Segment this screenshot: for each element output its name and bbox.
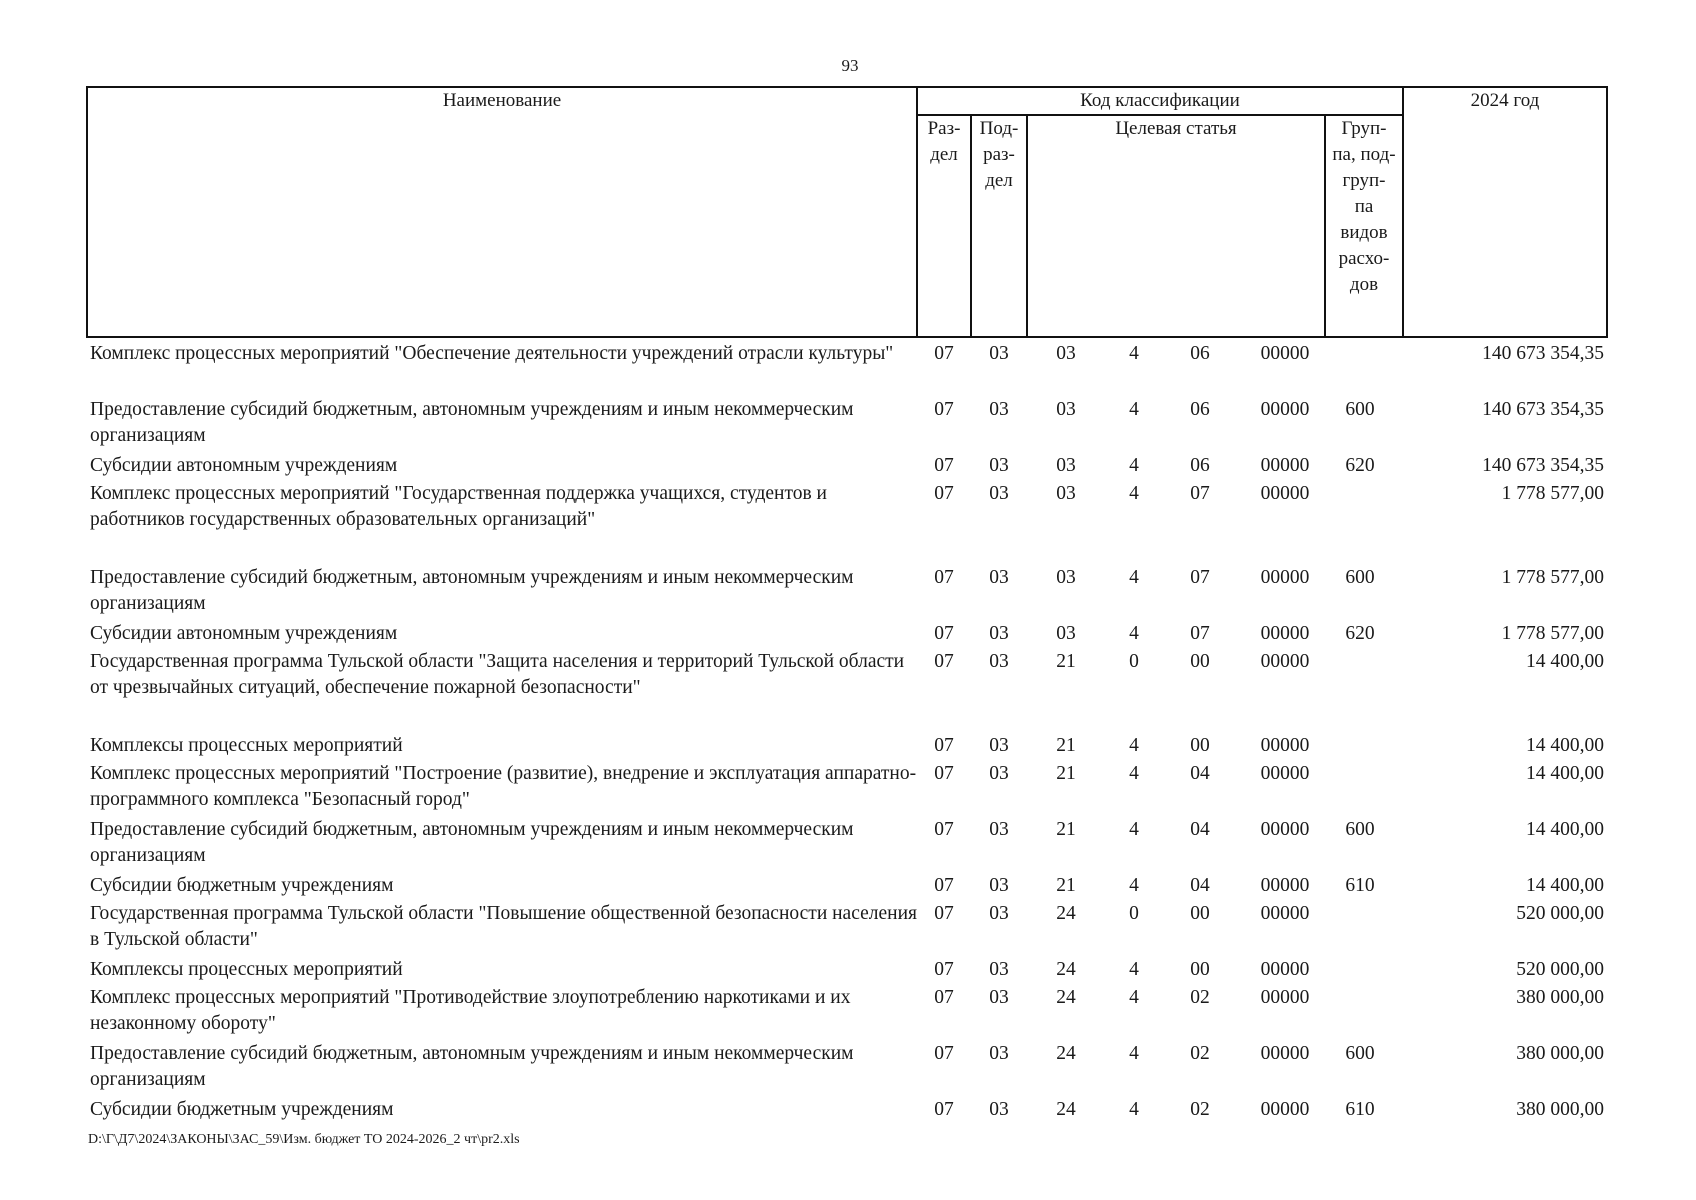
row-name: Предоставление субсидий бюджетным, автономным учреждениям и иным некоммерческим организациям — [90, 399, 854, 446]
row-podrazdel: 03 — [989, 987, 1009, 1008]
row-amount: 520 000,00 — [1516, 959, 1604, 980]
header-group: Груп- па, под- груп- па видов расхо- дов — [1332, 118, 1396, 295]
row-number: 00000 — [1260, 763, 1310, 784]
row-type: 4 — [1129, 455, 1139, 476]
row-subprogram: 02 — [1190, 1043, 1210, 1064]
row-group: 600 — [1345, 567, 1375, 588]
row-amount: 380 000,00 — [1516, 987, 1604, 1008]
row-type: 4 — [1129, 399, 1139, 420]
row-razdel: 07 — [934, 399, 954, 420]
row-name: Комплекс процессных мероприятий "Государственная поддержка учащихся, студентов и работников государственных образовательных организаций" — [90, 483, 827, 530]
row-program: 24 — [1056, 1099, 1076, 1120]
row-group: 600 — [1345, 1043, 1375, 1064]
row-program: 03 — [1056, 483, 1076, 504]
row-subprogram: 07 — [1190, 623, 1210, 644]
row-program: 24 — [1056, 1043, 1076, 1064]
row-subprogram: 06 — [1190, 343, 1210, 364]
row-podrazdel: 03 — [989, 735, 1009, 756]
row-name: Государственная программа Тульской области "Повышение общественной безопасности населения в Тульской области" — [90, 903, 917, 950]
row-type: 4 — [1129, 763, 1139, 784]
row-name: Предоставление субсидий бюджетным, автономным учреждениям и иным некоммерческим организациям — [90, 819, 854, 866]
row-name: Субсидии бюджетным учреждениям — [90, 875, 394, 896]
row-amount: 1 778 577,00 — [1501, 483, 1604, 504]
row-razdel: 07 — [934, 567, 954, 588]
row-amount: 140 673 354,35 — [1482, 399, 1604, 420]
header-podrazdel: Под- раз- дел — [979, 118, 1019, 191]
row-subprogram: 07 — [1190, 483, 1210, 504]
header-divider — [1026, 116, 1028, 338]
row-razdel: 07 — [934, 1099, 954, 1120]
row-podrazdel: 03 — [989, 343, 1009, 364]
row-program: 03 — [1056, 399, 1076, 420]
row-type: 4 — [1129, 875, 1139, 896]
row-type: 0 — [1129, 651, 1139, 672]
row-type: 4 — [1129, 735, 1139, 756]
row-type: 4 — [1129, 483, 1139, 504]
table-header — [86, 86, 1608, 338]
row-program: 03 — [1056, 343, 1076, 364]
row-subprogram: 02 — [1190, 1099, 1210, 1120]
row-podrazdel: 03 — [989, 455, 1009, 476]
header-name: Наименование — [442, 90, 562, 111]
row-amount: 1 778 577,00 — [1501, 623, 1604, 644]
row-group: 600 — [1345, 819, 1375, 840]
row-amount: 14 400,00 — [1526, 735, 1604, 756]
row-number: 00000 — [1260, 1099, 1310, 1120]
row-subprogram: 04 — [1190, 875, 1210, 896]
row-type: 4 — [1129, 819, 1139, 840]
row-type: 4 — [1129, 623, 1139, 644]
row-number: 00000 — [1260, 651, 1310, 672]
row-name: Комплекс процессных мероприятий "Построение (развитие), внедрение и эксплуатация аппаратно-программного комплекса "Безопасный город" — [90, 763, 917, 810]
row-razdel: 07 — [934, 483, 954, 504]
row-subprogram: 06 — [1190, 399, 1210, 420]
row-razdel: 07 — [934, 987, 954, 1008]
row-type: 4 — [1129, 1043, 1139, 1064]
row-podrazdel: 03 — [989, 1099, 1009, 1120]
row-type: 4 — [1129, 343, 1139, 364]
row-razdel: 07 — [934, 875, 954, 896]
row-razdel: 07 — [934, 819, 954, 840]
row-podrazdel: 03 — [989, 875, 1009, 896]
row-podrazdel: 03 — [989, 567, 1009, 588]
row-group: 610 — [1345, 875, 1375, 896]
row-name: Государственная программа Тульской области "Защита населения и территорий Тульской области от чрезвычайных ситуаций, обеспечение пожарной безопасности" — [90, 651, 905, 698]
row-program: 24 — [1056, 903, 1076, 924]
row-subprogram: 06 — [1190, 455, 1210, 476]
row-razdel: 07 — [934, 651, 954, 672]
row-program: 21 — [1056, 651, 1076, 672]
row-name: Субсидии автономным учреждениям — [90, 455, 398, 476]
row-razdel: 07 — [934, 735, 954, 756]
row-type: 4 — [1129, 987, 1139, 1008]
row-podrazdel: 03 — [989, 959, 1009, 980]
row-group: 620 — [1345, 623, 1375, 644]
row-type: 4 — [1129, 1099, 1139, 1120]
row-amount: 14 400,00 — [1526, 651, 1604, 672]
row-subprogram: 00 — [1190, 735, 1210, 756]
row-podrazdel: 03 — [989, 763, 1009, 784]
row-amount: 380 000,00 — [1516, 1099, 1604, 1120]
row-program: 24 — [1056, 987, 1076, 1008]
row-podrazdel: 03 — [989, 483, 1009, 504]
row-type: 4 — [1129, 959, 1139, 980]
row-name: Комплекс процессных мероприятий "Противодействие злоупотреблению наркотиками и их незаконному обороту" — [90, 987, 851, 1034]
row-name: Комплексы процессных мероприятий — [90, 959, 403, 980]
row-group: 610 — [1345, 1099, 1375, 1120]
row-name: Предоставление субсидий бюджетным, автономным учреждениям и иным некоммерческим организациям — [90, 1043, 854, 1090]
row-subprogram: 00 — [1190, 651, 1210, 672]
row-subprogram: 04 — [1190, 819, 1210, 840]
row-number: 00000 — [1260, 623, 1310, 644]
row-name: Предоставление субсидий бюджетным, автономным учреждениям и иным некоммерческим организациям — [90, 567, 854, 614]
row-number: 00000 — [1260, 399, 1310, 420]
row-razdel: 07 — [934, 1043, 954, 1064]
row-podrazdel: 03 — [989, 399, 1009, 420]
row-subprogram: 04 — [1190, 763, 1210, 784]
row-number: 00000 — [1260, 343, 1310, 364]
row-program: 24 — [1056, 959, 1076, 980]
row-type: 4 — [1129, 567, 1139, 588]
row-number: 00000 — [1260, 483, 1310, 504]
header-divider — [1402, 88, 1404, 338]
row-program: 03 — [1056, 623, 1076, 644]
row-group: 600 — [1345, 399, 1375, 420]
row-razdel: 07 — [934, 455, 954, 476]
row-number: 00000 — [1260, 1043, 1310, 1064]
row-amount: 140 673 354,35 — [1482, 343, 1604, 364]
row-podrazdel: 03 — [989, 819, 1009, 840]
row-subprogram: 02 — [1190, 987, 1210, 1008]
header-code-classification: Код классификации — [1080, 90, 1240, 111]
row-razdel: 07 — [934, 763, 954, 784]
row-name: Комплекс процессных мероприятий "Обеспечение деятельности учреждений отрасли культуры" — [90, 343, 894, 364]
row-subprogram: 00 — [1190, 959, 1210, 980]
row-number: 00000 — [1260, 903, 1310, 924]
row-podrazdel: 03 — [989, 651, 1009, 672]
row-podrazdel: 03 — [989, 1043, 1009, 1064]
row-amount: 1 778 577,00 — [1501, 567, 1604, 588]
row-program: 21 — [1056, 763, 1076, 784]
row-amount: 14 400,00 — [1526, 819, 1604, 840]
header-target-article: Целевая статья — [1115, 118, 1237, 139]
footer-file-path: D:\Г\Д7\2024\ЗАКОНЫ\ЗАС_59\Изм. бюджет ТО 2024-2026_2 чт\pr2.xls — [88, 1132, 520, 1147]
row-amount: 14 400,00 — [1526, 763, 1604, 784]
row-name: Комплексы процессных мероприятий — [90, 735, 403, 756]
row-razdel: 07 — [934, 343, 954, 364]
row-group: 620 — [1345, 455, 1375, 476]
row-number: 00000 — [1260, 875, 1310, 896]
row-program: 21 — [1056, 735, 1076, 756]
row-program: 21 — [1056, 875, 1076, 896]
header-razdel: Раз- дел — [927, 118, 961, 165]
row-subprogram: 00 — [1190, 903, 1210, 924]
row-number: 00000 — [1260, 987, 1310, 1008]
row-amount: 380 000,00 — [1516, 1043, 1604, 1064]
header-year: 2024 год — [1470, 90, 1540, 111]
row-name: Субсидии бюджетным учреждениям — [90, 1099, 394, 1120]
row-number: 00000 — [1260, 567, 1310, 588]
row-program: 03 — [1056, 455, 1076, 476]
row-amount: 14 400,00 — [1526, 875, 1604, 896]
row-program: 21 — [1056, 819, 1076, 840]
row-number: 00000 — [1260, 455, 1310, 476]
row-podrazdel: 03 — [989, 903, 1009, 924]
row-subprogram: 07 — [1190, 567, 1210, 588]
row-amount: 140 673 354,35 — [1482, 455, 1604, 476]
row-number: 00000 — [1260, 735, 1310, 756]
row-razdel: 07 — [934, 623, 954, 644]
row-name: Субсидии автономным учреждениям — [90, 623, 398, 644]
row-razdel: 07 — [934, 903, 954, 924]
row-type: 0 — [1129, 903, 1139, 924]
page-number: 93 — [841, 56, 859, 75]
row-razdel: 07 — [934, 959, 954, 980]
row-podrazdel: 03 — [989, 623, 1009, 644]
row-number: 00000 — [1260, 819, 1310, 840]
row-number: 00000 — [1260, 959, 1310, 980]
row-program: 03 — [1056, 567, 1076, 588]
row-amount: 520 000,00 — [1516, 903, 1604, 924]
